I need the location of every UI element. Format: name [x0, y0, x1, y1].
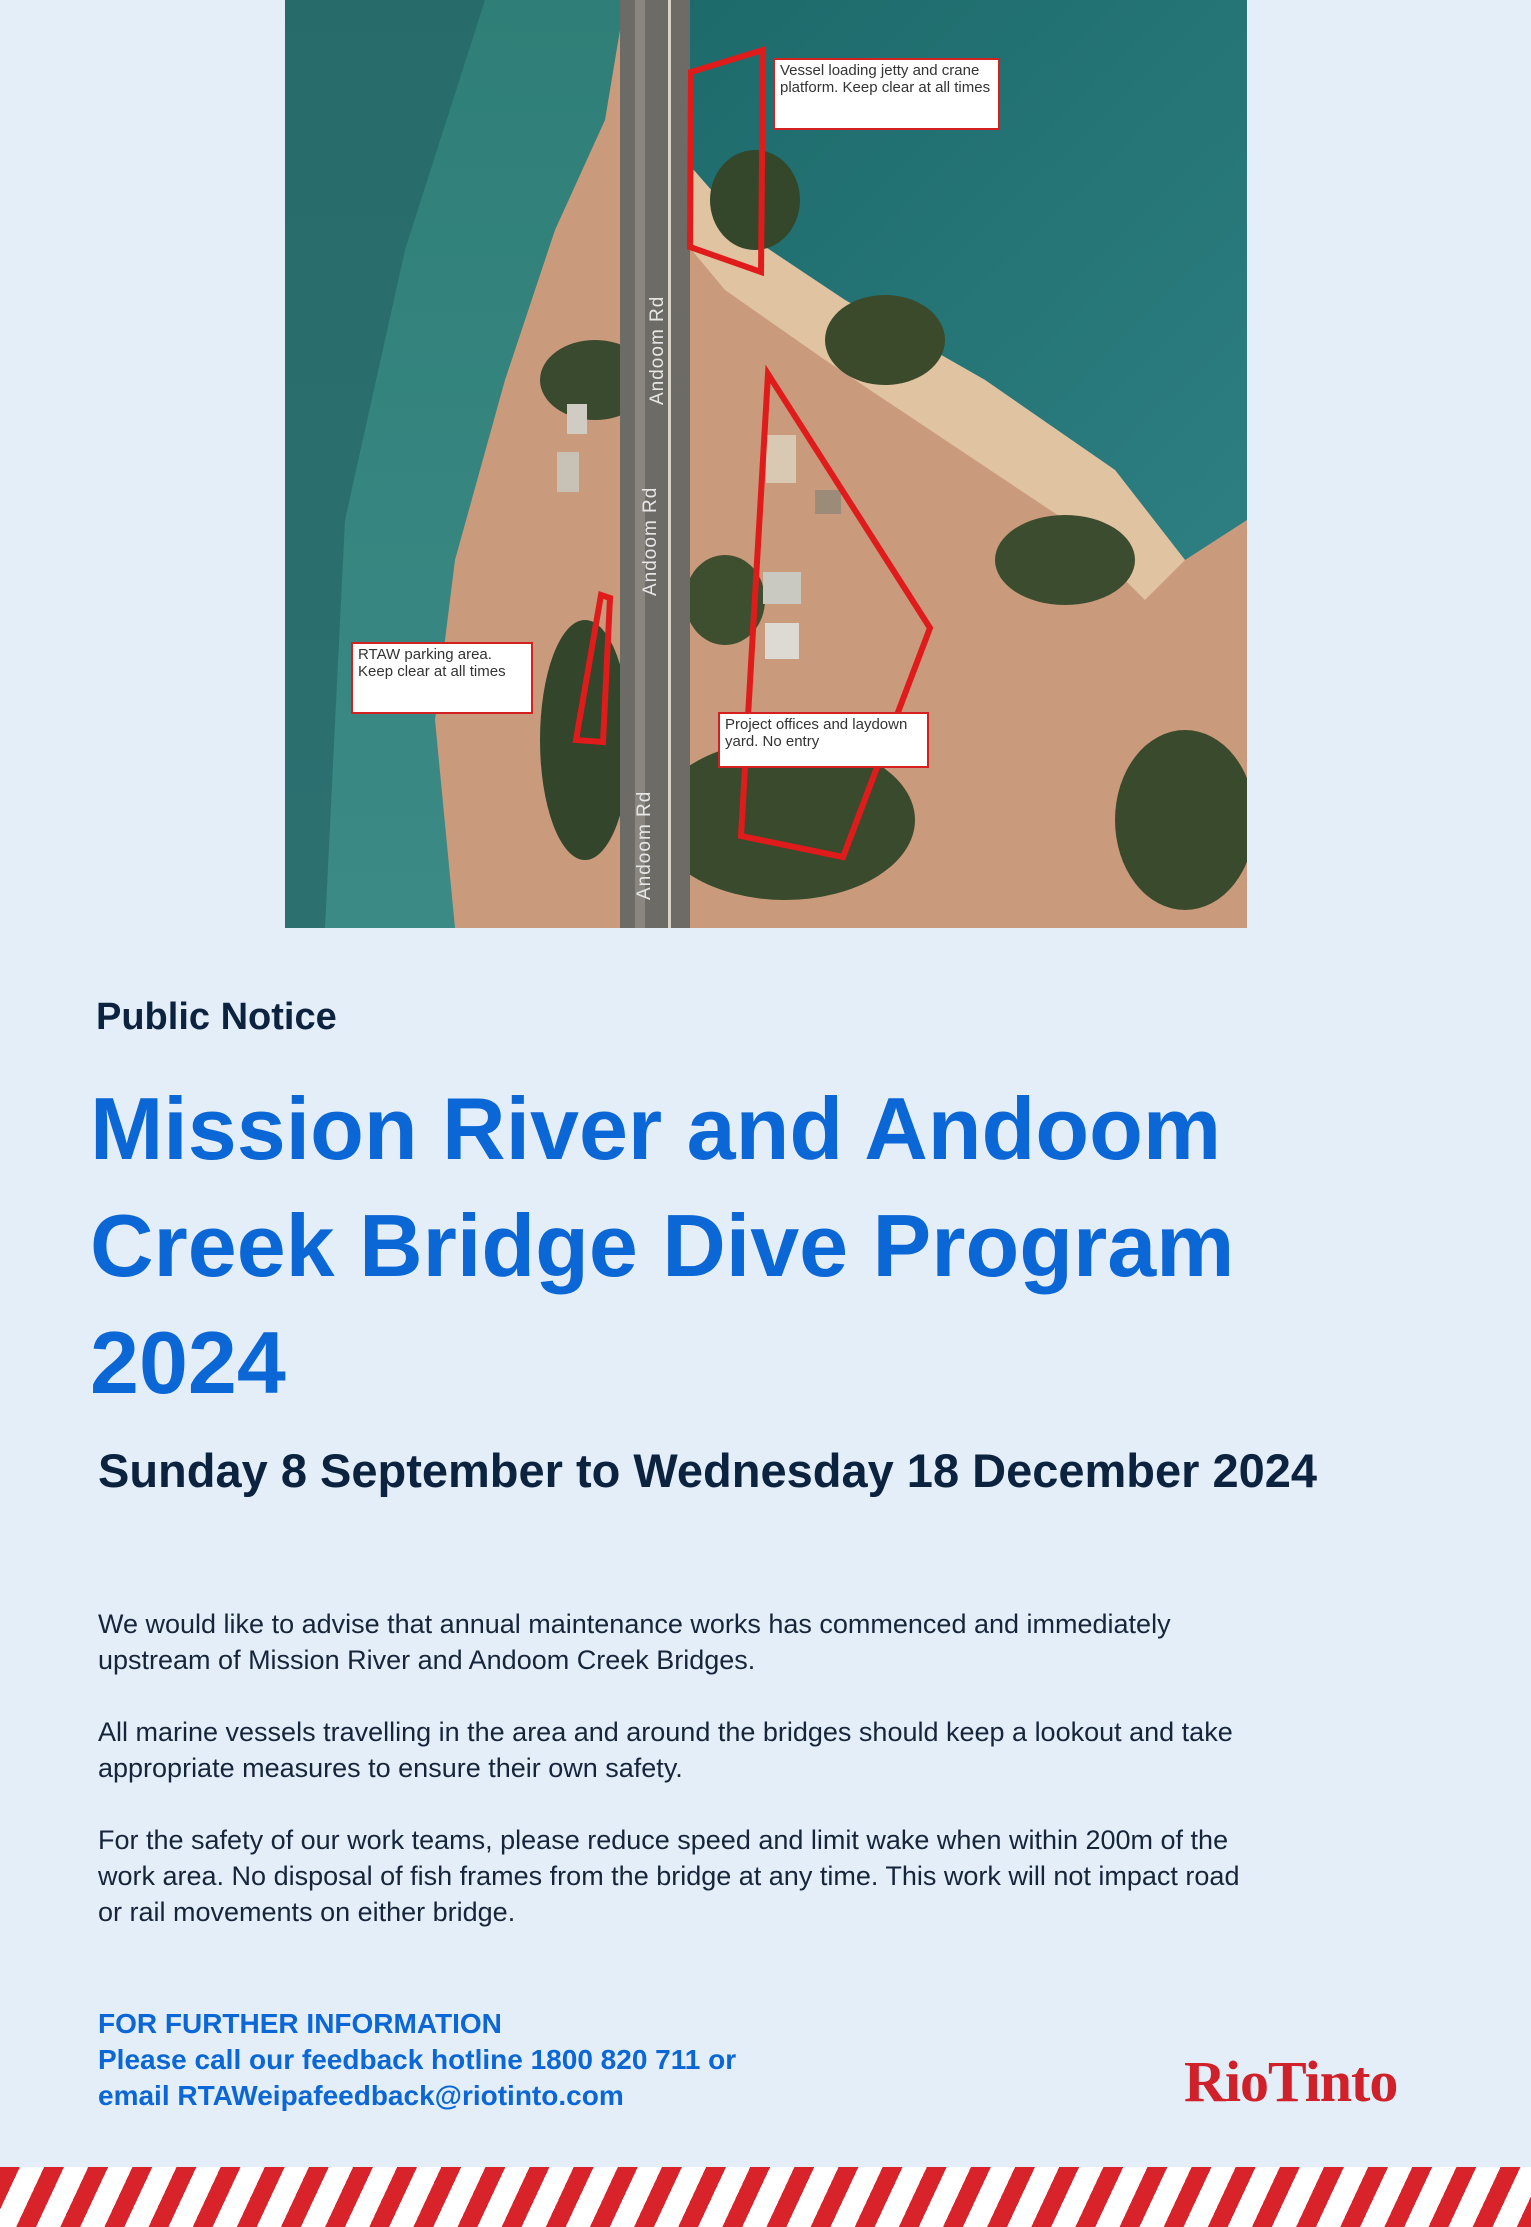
callout-jetty: Vessel loading jetty and crane platform. Keep clear at all times — [773, 58, 1000, 130]
vegetation — [995, 515, 1135, 605]
road — [620, 0, 690, 928]
building — [815, 490, 841, 514]
road-line — [668, 0, 671, 928]
contact-hotline: Please call our feedback hotline 1800 820 711 or — [98, 2044, 737, 2075]
contact-heading: FOR FURTHER INFORMATION — [98, 2008, 502, 2039]
contact-block — [98, 2006, 736, 2114]
road-lane — [635, 0, 645, 928]
building — [567, 404, 587, 434]
vegetation — [710, 150, 800, 250]
striped-footer-band — [0, 2167, 1531, 2227]
building — [765, 623, 799, 659]
building — [557, 452, 579, 492]
notice-eyebrow: Public Notice — [96, 996, 337, 1038]
date-range: Sunday 8 September to Wednesday 18 December 2024 — [98, 1444, 1318, 1497]
road-label-lower: Andoom Rd — [634, 790, 655, 900]
contact-email: email RTAWeipafeedback@riotinto.com — [98, 2080, 624, 2111]
building — [763, 572, 801, 604]
site-map-image — [285, 0, 1247, 928]
building — [766, 435, 796, 483]
rio-tinto-logo: RioTinto — [1184, 2049, 1398, 2114]
callout-offices: Project offices and laydown yard. No entry — [718, 712, 929, 768]
road-label-upper: Andoom Rd — [647, 295, 668, 405]
paragraph-maintenance: We would like to advise that annual maintenance works has commenced and immediately upstream of Mission River and Andoom Creek Bridges. — [98, 1609, 1171, 1675]
road-label-middle: Andoom Rd — [640, 486, 661, 596]
callout-parking: RTAW parking area. Keep clear at all times — [351, 642, 533, 714]
aerial-map — [285, 0, 1247, 928]
page-title: Mission River and Andoom Creek Bridge Dive Program 2024 — [90, 1079, 1235, 1412]
vegetation — [825, 295, 945, 385]
notice-body — [98, 1606, 1258, 1966]
paragraph-safety: For the safety of our work teams, please reduce speed and limit wake when within 200m of the work area. No disposal of fish frames from the bridge at any time. This work will not impact road or rail movements on either bridge. — [98, 1825, 1240, 1927]
paragraph-vessels: All marine vessels travelling in the area and around the bridges should keep a lookout and take appropriate measures to ensure their own safety. — [98, 1717, 1233, 1783]
